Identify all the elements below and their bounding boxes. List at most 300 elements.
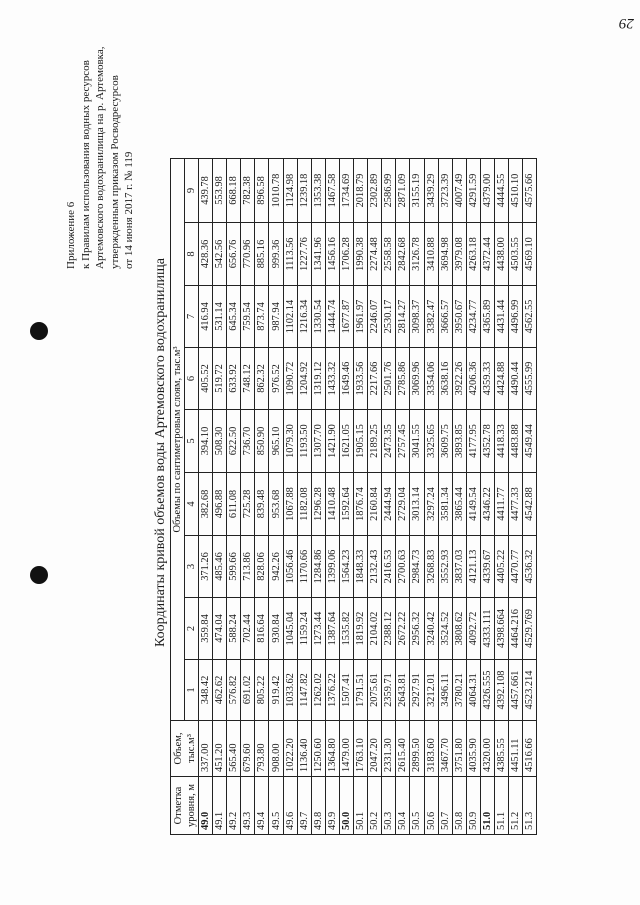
volume-cell: 679.60 <box>241 721 255 777</box>
layer-volume-cell: 4477.33 <box>509 473 523 536</box>
layer-volume-cell: 2814.27 <box>396 286 410 348</box>
volume-cell: 1479.00 <box>339 721 353 777</box>
subheader-cell: 2 <box>185 598 199 660</box>
layer-volume-cell: 3865.44 <box>452 473 466 536</box>
subheader-cell: 8 <box>185 223 199 286</box>
table-row <box>410 159 424 835</box>
layer-volume-cell: 4177.95 <box>466 410 480 473</box>
subheader-cell: 6 <box>185 348 199 410</box>
volume-cell: 2331.30 <box>382 721 396 777</box>
layer-volume-cell: 1159.24 <box>297 598 311 660</box>
layer-volume-cell: 2189.25 <box>368 410 382 473</box>
subheader-cell: 7 <box>185 286 199 348</box>
layer-volume-cell: 1330.54 <box>311 286 325 348</box>
layer-volume-cell: 599.66 <box>227 536 241 598</box>
layer-volume-cell: 4503.55 <box>509 223 523 286</box>
volume-cell: 3183.60 <box>424 721 438 777</box>
volume-cell: 451.20 <box>213 721 227 777</box>
layer-volume-cell: 3325.65 <box>424 410 438 473</box>
layer-volume-cell: 4418.33 <box>494 410 508 473</box>
layer-volume-cell: 4398.664 <box>494 598 508 660</box>
layer-volume-cell: 4291.59 <box>466 159 480 223</box>
layer-volume-cell: 1090.72 <box>283 348 297 410</box>
layer-volume-cell: 3524.52 <box>438 598 452 660</box>
table-row <box>339 159 353 835</box>
layer-volume-cell: 1170.66 <box>297 536 311 598</box>
layer-volume-cell: 1296.28 <box>311 473 325 536</box>
layer-volume-cell: 2246.07 <box>368 286 382 348</box>
layer-volume-cell: 816.64 <box>255 598 269 660</box>
layer-volume-cell: 4405.22 <box>494 536 508 598</box>
layer-volume-cell: 1067.88 <box>283 473 297 536</box>
layer-volume-cell: 4529.769 <box>523 598 537 660</box>
layer-volume-cell: 4326.555 <box>480 660 494 721</box>
layer-volume-cell: 1124.98 <box>283 159 297 223</box>
layer-volume-cell: 702.44 <box>241 598 255 660</box>
layer-volume-cell: 3808.62 <box>452 598 466 660</box>
layer-volume-cell: 1592.64 <box>339 473 353 536</box>
layer-volume-cell: 1734.69 <box>339 159 353 223</box>
layer-volume-cell: 4496.99 <box>509 286 523 348</box>
layer-volume-cell: 1706.28 <box>339 223 353 286</box>
table-row <box>382 159 396 835</box>
level-cell: 51.0 <box>480 777 494 835</box>
layer-volume-cell: 828.06 <box>255 536 269 598</box>
layer-volume-cell: 531.14 <box>213 286 227 348</box>
level-cell: 50.5 <box>410 777 424 835</box>
level-cell: 49.1 <box>213 777 227 835</box>
layer-volume-cell: 4470.77 <box>509 536 523 598</box>
layer-volume-cell: 1045.04 <box>283 598 297 660</box>
level-cell: 50.3 <box>382 777 396 835</box>
layer-volume-cell: 691.02 <box>241 660 255 721</box>
layer-volume-cell: 1113.56 <box>283 223 297 286</box>
level-cell: 49.2 <box>227 777 241 835</box>
layer-volume-cell: 999.36 <box>269 223 283 286</box>
layer-volume-cell: 3240.42 <box>424 598 438 660</box>
layer-volume-cell: 4206.36 <box>466 348 480 410</box>
subheader-cell: 5 <box>185 410 199 473</box>
layer-volume-cell: 553.98 <box>213 159 227 223</box>
layer-volume-cell: 4575.66 <box>523 159 537 223</box>
layer-volume-cell: 1933.56 <box>354 348 368 410</box>
volume-curve-table <box>170 158 537 835</box>
layer-volume-cell: 645.34 <box>227 286 241 348</box>
layer-volume-cell: 4464.216 <box>509 598 523 660</box>
layer-volume-cell: 622.50 <box>227 410 241 473</box>
layer-volume-cell: 1444.74 <box>325 286 339 348</box>
level-cell: 49.5 <box>269 777 283 835</box>
layer-volume-cell: 3212.01 <box>424 660 438 721</box>
layer-volume-cell: 965.10 <box>269 410 283 473</box>
layer-volume-cell: 4510.10 <box>509 159 523 223</box>
layer-volume-cell: 1102.14 <box>283 286 297 348</box>
level-cell: 51.2 <box>509 777 523 835</box>
layer-volume-cell: 1353.38 <box>311 159 325 223</box>
level-cell: 51.1 <box>494 777 508 835</box>
document-title: Координаты кривой объемов воды Артемовского водохранилища <box>153 258 168 647</box>
layer-volume-cell: 1079.30 <box>283 410 297 473</box>
table-row <box>368 159 382 835</box>
layer-volume-cell: 3581.34 <box>438 473 452 536</box>
layer-volume-cell: 1307.70 <box>311 410 325 473</box>
header-cm-layers: Объемы по сантиметровым слоям, тыс.м³ <box>171 159 185 721</box>
layer-volume-cell: 2444.94 <box>382 473 396 536</box>
layer-volume-cell: 4411.77 <box>494 473 508 536</box>
layer-volume-cell: 3893.85 <box>452 410 466 473</box>
layer-volume-cell: 3297.24 <box>424 473 438 536</box>
layer-volume-cell: 4263.18 <box>466 223 480 286</box>
layer-volume-cell: 3979.08 <box>452 223 466 286</box>
layer-volume-cell: 4007.49 <box>452 159 466 223</box>
layer-volume-cell: 1421.90 <box>325 410 339 473</box>
level-cell: 49.4 <box>255 777 269 835</box>
table-row <box>213 159 227 835</box>
layer-volume-cell: 542.56 <box>213 223 227 286</box>
layer-volume-cell: 474.04 <box>213 598 227 660</box>
layer-volume-cell: 725.28 <box>241 473 255 536</box>
layer-volume-cell: 4555.99 <box>523 348 537 410</box>
appendix-header-line: Приложение 6 <box>65 201 77 269</box>
layer-volume-cell: 4121.13 <box>466 536 480 598</box>
layer-volume-cell: 4149.54 <box>466 473 480 536</box>
layer-volume-cell: 4379.00 <box>480 159 494 223</box>
layer-volume-cell: 2359.71 <box>382 660 396 721</box>
layer-volume-cell: 1273.44 <box>311 598 325 660</box>
layer-volume-cell: 2700.63 <box>396 536 410 598</box>
layer-volume-cell: 1456.16 <box>325 223 339 286</box>
appendix-header-line: к Правилам использования водных ресурсов <box>79 60 92 269</box>
layer-volume-cell: 1341.96 <box>311 223 325 286</box>
layer-volume-cell: 2785.86 <box>396 348 410 410</box>
layer-volume-cell: 2530.17 <box>382 286 396 348</box>
layer-volume-cell: 348.42 <box>199 660 213 721</box>
layer-volume-cell: 1848.33 <box>354 536 368 598</box>
layer-volume-cell: 2842.68 <box>396 223 410 286</box>
layer-volume-cell: 371.26 <box>199 536 213 598</box>
layer-volume-cell: 1387.64 <box>325 598 339 660</box>
layer-volume-cell: 976.52 <box>269 348 283 410</box>
volume-cell: 2899.50 <box>410 721 424 777</box>
table-row <box>255 159 269 835</box>
table-row <box>509 159 523 835</box>
layer-volume-cell: 611.08 <box>227 473 241 536</box>
layer-volume-cell: 3552.93 <box>438 536 452 598</box>
layer-volume-cell: 3694.98 <box>438 223 452 286</box>
volume-cell: 2047.20 <box>368 721 382 777</box>
layer-volume-cell: 1147.82 <box>297 660 311 721</box>
appendix-header-line: утвержденным приказом Росводресурсов <box>108 75 121 269</box>
subheader-cell: 3 <box>185 536 199 598</box>
layer-volume-cell: 862.32 <box>255 348 269 410</box>
layer-volume-cell: 405.52 <box>199 348 213 410</box>
layer-volume-cell: 4490.44 <box>509 348 523 410</box>
layer-volume-cell: 416.94 <box>199 286 213 348</box>
layer-volume-cell: 3268.83 <box>424 536 438 598</box>
volume-cell: 4516.66 <box>523 721 537 777</box>
layer-volume-cell: 770.96 <box>241 223 255 286</box>
layer-volume-cell: 4562.55 <box>523 286 537 348</box>
layer-volume-cell: 2558.58 <box>382 223 396 286</box>
layer-volume-cell: 1905.15 <box>354 410 368 473</box>
layer-volume-cell: 3069.96 <box>410 348 424 410</box>
volume-cell: 908.00 <box>269 721 283 777</box>
layer-volume-cell: 953.68 <box>269 473 283 536</box>
volume-cell: 4320.00 <box>480 721 494 777</box>
layer-volume-cell: 4431.44 <box>494 286 508 348</box>
layer-volume-cell: 4424.88 <box>494 348 508 410</box>
layer-volume-cell: 1010.78 <box>269 159 283 223</box>
appendix-header-line: от 14 июня 2017 г. № 119 <box>123 151 135 269</box>
level-cell: 49.3 <box>241 777 255 835</box>
layer-volume-cell: 3837.03 <box>452 536 466 598</box>
layer-volume-cell: 3922.26 <box>452 348 466 410</box>
layer-volume-cell: 2302.89 <box>368 159 382 223</box>
layer-volume-cell: 1262.02 <box>311 660 325 721</box>
level-cell: 50.0 <box>339 777 353 835</box>
layer-volume-cell: 1961.97 <box>354 286 368 348</box>
layer-volume-cell: 4483.88 <box>509 410 523 473</box>
layer-volume-cell: 3609.75 <box>438 410 452 473</box>
layer-volume-cell: 2274.48 <box>368 223 382 286</box>
layer-volume-cell: 496.88 <box>213 473 227 536</box>
volume-cell: 3467.70 <box>438 721 452 777</box>
layer-volume-cell: 713.86 <box>241 536 255 598</box>
volume-cell: 337.00 <box>199 721 213 777</box>
volume-cell: 1022.20 <box>283 721 297 777</box>
layer-volume-cell: 736.70 <box>241 410 255 473</box>
layer-volume-cell: 1284.86 <box>311 536 325 598</box>
level-cell: 50.1 <box>354 777 368 835</box>
layer-volume-cell: 3382.47 <box>424 286 438 348</box>
layer-volume-cell: 2075.61 <box>368 660 382 721</box>
layer-volume-cell: 2416.53 <box>382 536 396 598</box>
table-row <box>325 159 339 835</box>
layer-volume-cell: 4346.22 <box>480 473 494 536</box>
layer-volume-cell: 1410.48 <box>325 473 339 536</box>
layer-volume-cell: 1535.82 <box>339 598 353 660</box>
layer-volume-cell: 3439.29 <box>424 159 438 223</box>
layer-volume-cell: 2160.84 <box>368 473 382 536</box>
layer-volume-cell: 3013.14 <box>410 473 424 536</box>
table-row <box>269 159 283 835</box>
layer-volume-cell: 885.16 <box>255 223 269 286</box>
level-cell: 49.9 <box>325 777 339 835</box>
layer-volume-cell: 1677.87 <box>339 286 353 348</box>
volume-cell: 1250.60 <box>311 721 325 777</box>
table-row <box>452 159 466 835</box>
layer-volume-cell: 839.48 <box>255 473 269 536</box>
layer-volume-cell: 4549.44 <box>523 410 537 473</box>
layer-volume-cell: 2473.35 <box>382 410 396 473</box>
layer-volume-cell: 987.94 <box>269 286 283 348</box>
layer-volume-cell: 3723.39 <box>438 159 452 223</box>
layer-volume-cell: 4359.33 <box>480 348 494 410</box>
layer-volume-cell: 2388.12 <box>382 598 396 660</box>
layer-volume-cell: 485.46 <box>213 536 227 598</box>
table-row <box>227 159 241 835</box>
table-row <box>494 159 508 835</box>
layer-volume-cell: 1507.41 <box>339 660 353 721</box>
layer-volume-cell: 759.54 <box>241 286 255 348</box>
layer-volume-cell: 4536.32 <box>523 536 537 598</box>
layer-volume-cell: 3666.57 <box>438 286 452 348</box>
volume-cell: 565.40 <box>227 721 241 777</box>
layer-volume-cell: 2018.79 <box>354 159 368 223</box>
layer-volume-cell: 2927.91 <box>410 660 424 721</box>
layer-volume-cell: 850.90 <box>255 410 269 473</box>
volume-cell: 4035.90 <box>466 721 480 777</box>
layer-volume-cell: 1990.38 <box>354 223 368 286</box>
level-cell: 49.8 <box>311 777 325 835</box>
layer-volume-cell: 1204.92 <box>297 348 311 410</box>
header-level: Отметка уровня, м <box>171 777 199 835</box>
layer-volume-cell: 1033.62 <box>283 660 297 721</box>
layer-volume-cell: 1193.50 <box>297 410 311 473</box>
layer-volume-cell: 668.18 <box>227 159 241 223</box>
level-cell: 50.7 <box>438 777 452 835</box>
layer-volume-cell: 2672.22 <box>396 598 410 660</box>
layer-volume-cell: 439.78 <box>199 159 213 223</box>
table-row <box>438 159 452 835</box>
volume-cell: 2615.40 <box>396 721 410 777</box>
layer-volume-cell: 3496.11 <box>438 660 452 721</box>
layer-volume-cell: 656.76 <box>227 223 241 286</box>
layer-volume-cell: 2501.76 <box>382 348 396 410</box>
volume-cell: 1136.40 <box>297 721 311 777</box>
layer-volume-cell: 2217.66 <box>368 348 382 410</box>
layer-volume-cell: 3638.16 <box>438 348 452 410</box>
table-row <box>396 159 410 835</box>
layer-volume-cell: 2871.09 <box>396 159 410 223</box>
layer-volume-cell: 3098.37 <box>410 286 424 348</box>
layer-volume-cell: 2643.81 <box>396 660 410 721</box>
layer-volume-cell: 519.72 <box>213 348 227 410</box>
table-row <box>480 159 494 835</box>
level-cell: 49.0 <box>199 777 213 835</box>
layer-volume-cell: 428.36 <box>199 223 213 286</box>
layer-volume-cell: 1319.12 <box>311 348 325 410</box>
layer-volume-cell: 1433.32 <box>325 348 339 410</box>
layer-volume-cell: 3041.55 <box>410 410 424 473</box>
table-row <box>424 159 438 835</box>
layer-volume-cell: 4457.661 <box>509 660 523 721</box>
layer-volume-cell: 508.30 <box>213 410 227 473</box>
layer-volume-cell: 462.62 <box>213 660 227 721</box>
layer-volume-cell: 919.42 <box>269 660 283 721</box>
layer-volume-cell: 4092.72 <box>466 598 480 660</box>
layer-volume-cell: 4444.55 <box>494 159 508 223</box>
layer-volume-cell: 3155.19 <box>410 159 424 223</box>
layer-volume-cell: 4392.108 <box>494 660 508 721</box>
layer-volume-cell: 1467.58 <box>325 159 339 223</box>
layer-volume-cell: 782.38 <box>241 159 255 223</box>
layer-volume-cell: 4352.78 <box>480 410 494 473</box>
layer-volume-cell: 4372.44 <box>480 223 494 286</box>
level-cell: 51.3 <box>523 777 537 835</box>
volume-cell: 4385.55 <box>494 721 508 777</box>
table-row <box>311 159 325 835</box>
layer-volume-cell: 805.22 <box>255 660 269 721</box>
subheader-cell: 1 <box>185 660 199 721</box>
layer-volume-cell: 930.84 <box>269 598 283 660</box>
layer-volume-cell: 1649.46 <box>339 348 353 410</box>
layer-volume-cell: 4542.88 <box>523 473 537 536</box>
table-body <box>199 159 537 835</box>
layer-volume-cell: 4339.67 <box>480 536 494 598</box>
layer-volume-cell: 748.12 <box>241 348 255 410</box>
table-row <box>199 159 213 835</box>
layer-volume-cell: 1239.18 <box>297 159 311 223</box>
level-cell: 50.6 <box>424 777 438 835</box>
layer-volume-cell: 3950.67 <box>452 286 466 348</box>
level-cell: 50.4 <box>396 777 410 835</box>
layer-volume-cell: 2104.02 <box>368 598 382 660</box>
volume-cell: 793.80 <box>255 721 269 777</box>
page-number: 29 <box>619 15 634 31</box>
layer-volume-cell: 1376.22 <box>325 660 339 721</box>
layer-volume-cell: 896.58 <box>255 159 269 223</box>
level-cell: 50.9 <box>466 777 480 835</box>
layer-volume-cell: 873.74 <box>255 286 269 348</box>
subheader-cell: 9 <box>185 159 199 223</box>
volume-cell: 4451.11 <box>509 721 523 777</box>
table-row <box>466 159 480 835</box>
layer-volume-cell: 4523.214 <box>523 660 537 721</box>
layer-volume-cell: 2956.32 <box>410 598 424 660</box>
layer-volume-cell: 1399.06 <box>325 536 339 598</box>
layer-volume-cell: 3780.21 <box>452 660 466 721</box>
layer-volume-cell: 4333.111 <box>480 598 494 660</box>
table-row <box>523 159 537 835</box>
layer-volume-cell: 2586.99 <box>382 159 396 223</box>
volume-cell: 3751.80 <box>452 721 466 777</box>
level-cell: 49.7 <box>297 777 311 835</box>
layer-volume-cell: 576.82 <box>227 660 241 721</box>
layer-volume-cell: 942.26 <box>269 536 283 598</box>
header-volume: Объем, тыс.м³ <box>171 721 199 777</box>
layer-volume-cell: 3354.06 <box>424 348 438 410</box>
layer-volume-cell: 633.92 <box>227 348 241 410</box>
volume-cell: 1364.80 <box>325 721 339 777</box>
layer-volume-cell: 1182.08 <box>297 473 311 536</box>
layer-volume-cell: 4365.89 <box>480 286 494 348</box>
table-row <box>283 159 297 835</box>
volume-cell: 1763.10 <box>354 721 368 777</box>
table-row <box>297 159 311 835</box>
table-row <box>354 159 368 835</box>
table-row <box>241 159 255 835</box>
layer-volume-cell: 2729.04 <box>396 473 410 536</box>
level-cell: 50.2 <box>368 777 382 835</box>
layer-volume-cell: 359.84 <box>199 598 213 660</box>
layer-volume-cell: 2757.45 <box>396 410 410 473</box>
layer-volume-cell: 4234.77 <box>466 286 480 348</box>
layer-volume-cell: 3126.78 <box>410 223 424 286</box>
level-cell: 49.6 <box>283 777 297 835</box>
layer-volume-cell: 1564.23 <box>339 536 353 598</box>
appendix-header-line: Артемовского водохранилища на р. Артемовка, <box>94 46 106 269</box>
layer-volume-cell: 1621.05 <box>339 410 353 473</box>
layer-volume-cell: 2132.43 <box>368 536 382 598</box>
layer-volume-cell: 1056.46 <box>283 536 297 598</box>
layer-volume-cell: 3410.88 <box>424 223 438 286</box>
layer-volume-cell: 588.24 <box>227 598 241 660</box>
layer-volume-cell: 4438.00 <box>494 223 508 286</box>
layer-volume-cell: 2984.73 <box>410 536 424 598</box>
layer-volume-cell: 1216.34 <box>297 286 311 348</box>
layer-volume-cell: 394.10 <box>199 410 213 473</box>
